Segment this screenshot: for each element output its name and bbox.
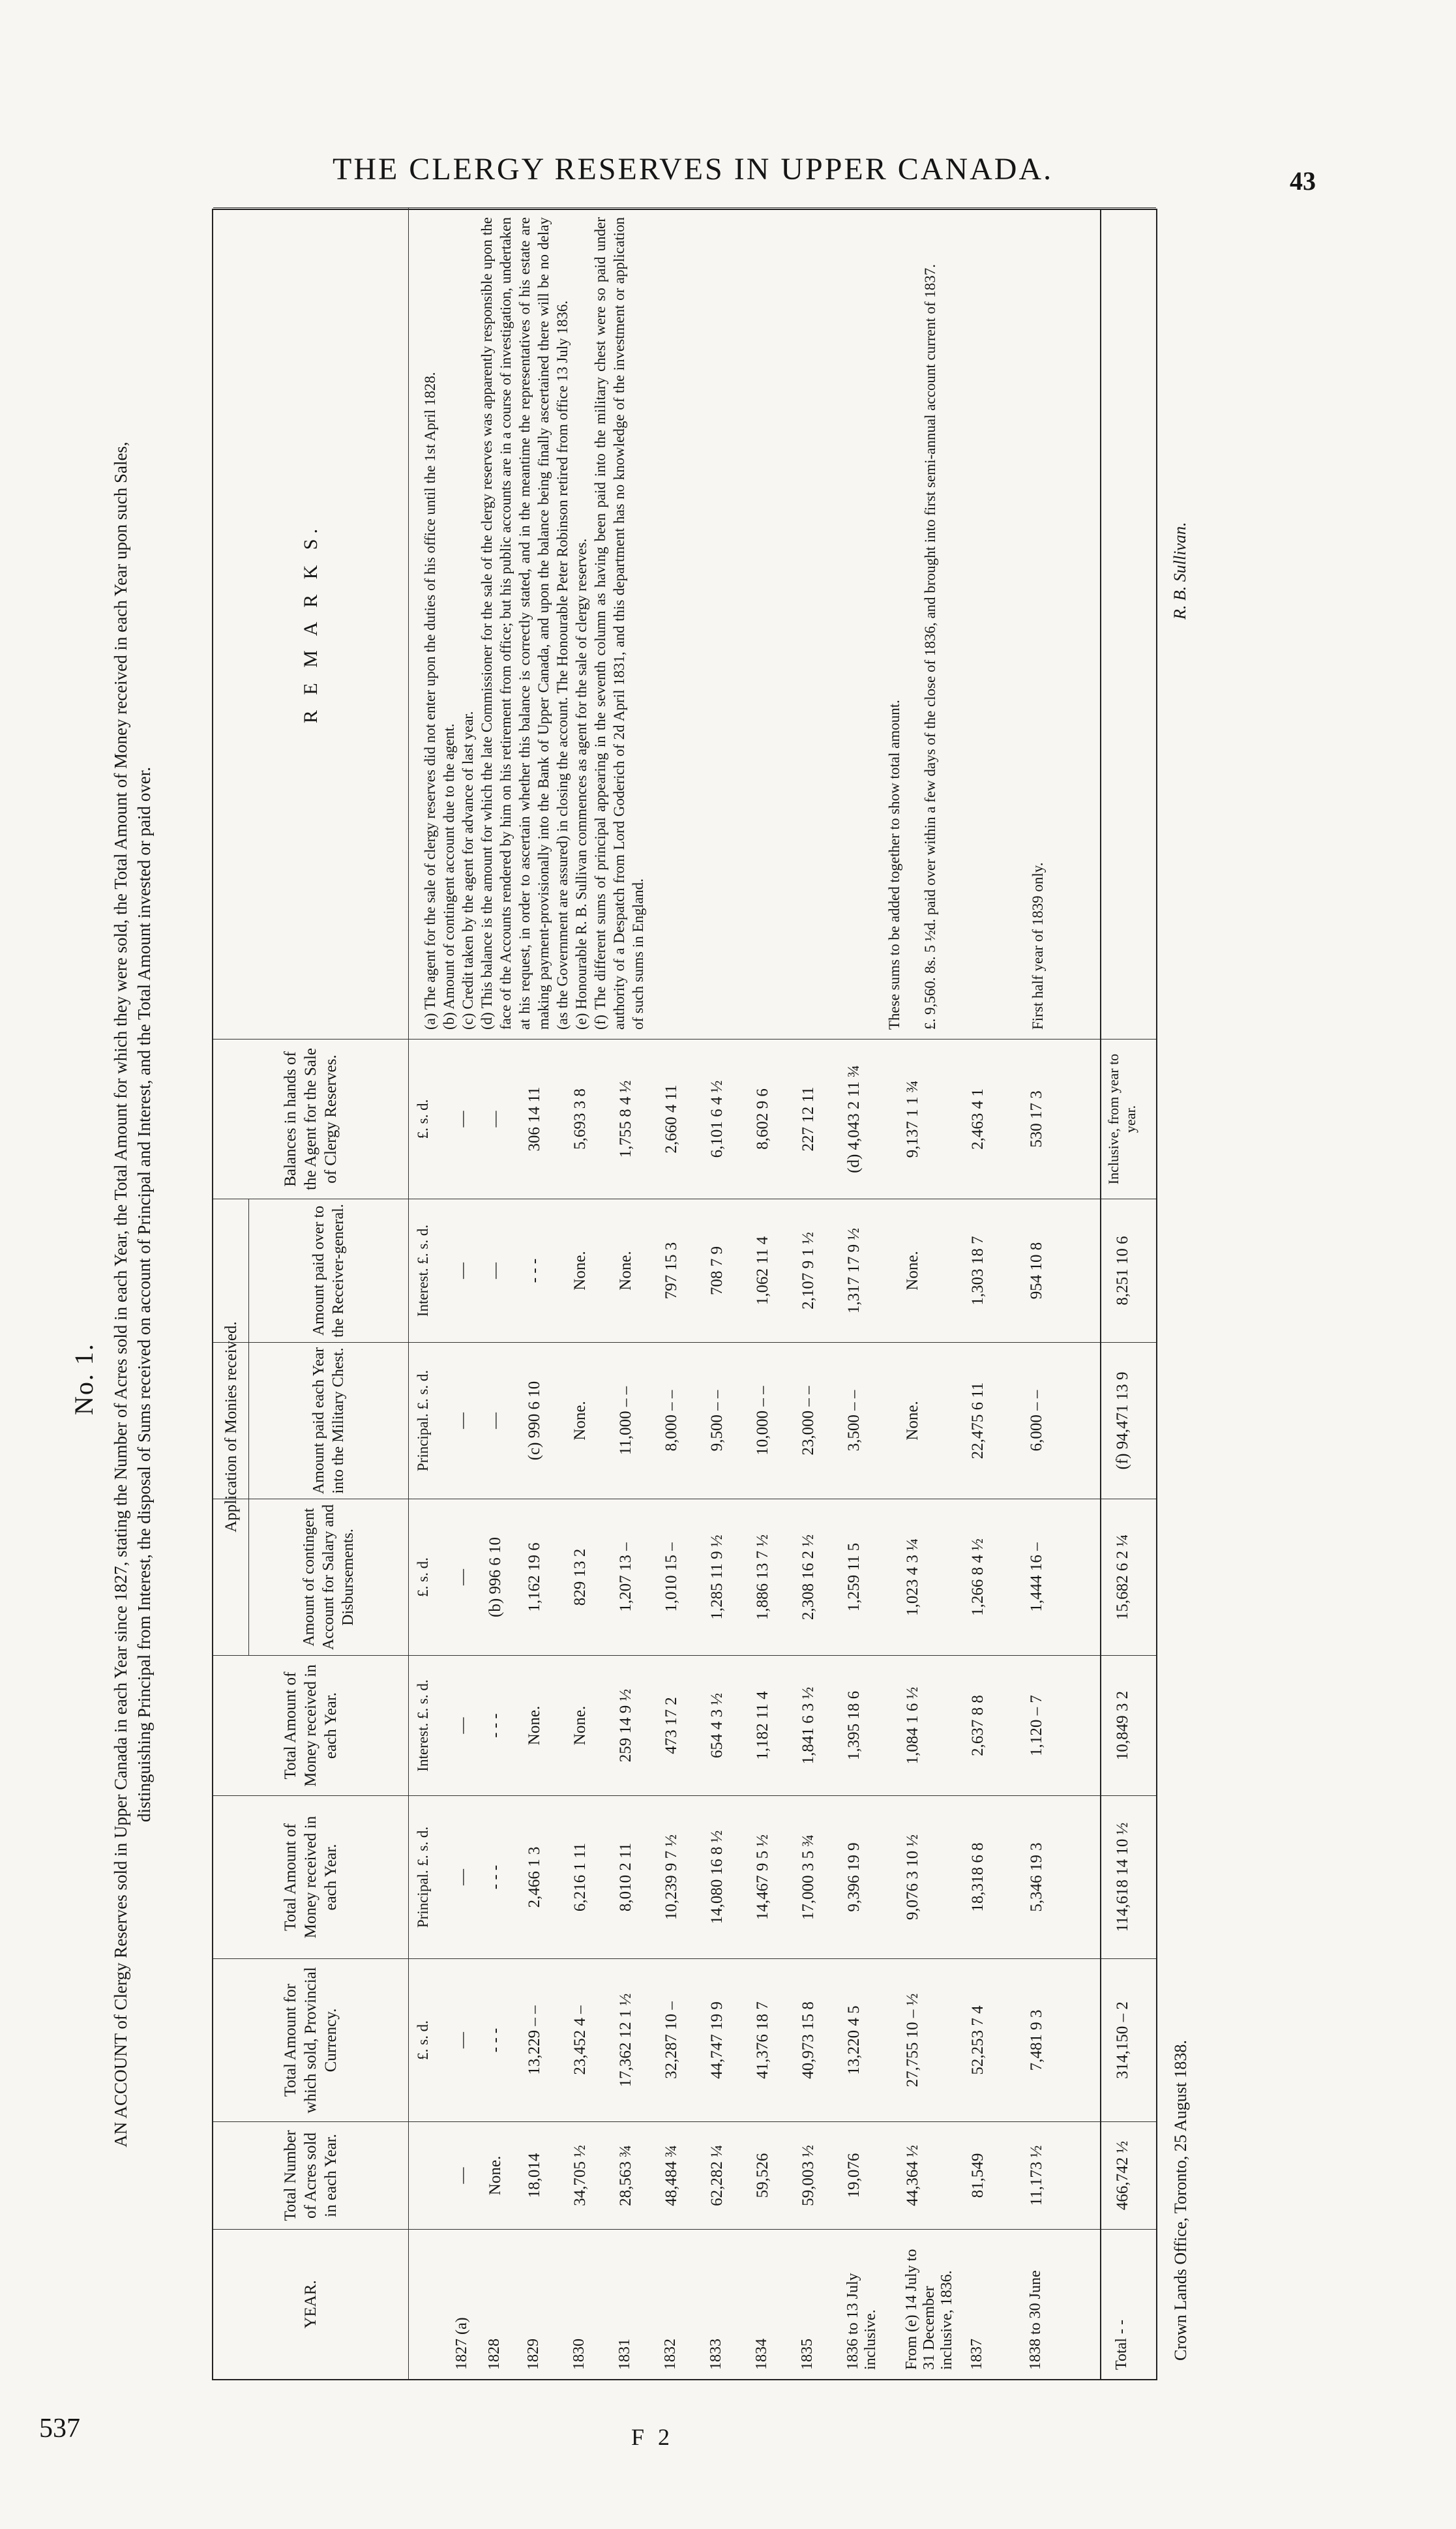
cell-principal: - - - — [486, 1864, 504, 1890]
column-header-interest: Total Amount of Money received in each Year. — [213, 1656, 409, 1795]
cell-year: 1830 — [571, 2339, 587, 2370]
cell-year: 1835 — [799, 2339, 816, 2370]
cell-principal: 6,216 1 11 — [571, 1842, 589, 1912]
cell-amount-sold: 40,973 15 8 — [799, 2001, 817, 2079]
cell-receiver: - - - — [526, 1258, 543, 1283]
total-amount-sold: 314,150 – 2 — [1114, 2001, 1131, 2079]
remark-note: (d) This balance is the amount for which the late Commissioner for the sale of the clergy reserves was apparently responsible upon the face of the Accounts rendered by him on his retirement from office; but his public accounts are in a course of investigation, undertaken at his request, in order to ascertain whether this balance is correctly stated, and in the meantime the representatives of his estate are making payment-provisionally into the Bank of Upper Canada, and upon the balance being finally ascertained there will be no delay (as the Government are assured) in closing the account. The Honourable Peter Robinson retired from office 13 July 1836. — [479, 217, 571, 1030]
cell-military: None. — [571, 1401, 589, 1441]
remark-bracket-note: These sums to be added together to show total amount. — [886, 700, 902, 1030]
cell-amount-sold: 41,376 18 7 — [754, 2001, 771, 2079]
cell-military: None. — [904, 1401, 921, 1441]
cell-military: 6,000 – – — [1028, 1390, 1045, 1452]
cell-military: (c) 990 6 10 — [526, 1381, 543, 1461]
cell-acres: 28,563 ¾ — [617, 2145, 634, 2206]
cell-balance: 2,463 4 1 — [969, 1088, 987, 1150]
cell-contingent: 1,285 11 9 ½ — [708, 1534, 726, 1620]
cell-contingent: 1,207 13 – — [617, 1542, 634, 1612]
cell-principal: — — [454, 1869, 471, 1885]
cell-year: 1828 — [486, 2339, 503, 2370]
column-units-contingent: £. s. d. — [415, 1557, 431, 1597]
cell-contingent: 1,023 4 3 ¼ — [904, 1538, 921, 1616]
cell-acres: 19,076 — [845, 2153, 863, 2198]
remark-note: (b) Amount of contingent account due to the agent. — [441, 723, 457, 1030]
cell-principal: 10,239 9 7 ½ — [662, 1834, 680, 1921]
total-contingent: 15,682 6 2 ¼ — [1114, 1534, 1131, 1621]
cell-principal: 8,010 2 11 — [617, 1842, 634, 1912]
remark-note: (a) The agent for the sale of clergy reserves did not enter upon the duties of his office until the 1st April 1828. — [422, 372, 438, 1030]
cell-year: 1829 — [525, 2339, 542, 2370]
total-acres: 466,742 ½ — [1114, 2140, 1131, 2211]
footer-office: Crown Lands Office, Toronto, 25 August 1838. — [1171, 2040, 1190, 2361]
cell-balance: 530 17 3 — [1028, 1090, 1045, 1148]
column-balance — [213, 1039, 1156, 1199]
cell-military: — — [454, 1413, 471, 1429]
column-year — [213, 2229, 1156, 2379]
cell-receiver: — — [454, 1263, 471, 1279]
application-group-header: Application of Monies received. — [213, 1199, 249, 1655]
cell-acres: 81,549 — [969, 2153, 987, 2198]
cell-balance: 9,137 1 1 ¾ — [904, 1080, 921, 1158]
cell-contingent: 1,162 19 6 — [526, 1542, 543, 1612]
column-remarks — [213, 207, 1156, 1039]
remarks-notes — [421, 208, 647, 1039]
account-table — [212, 209, 1157, 2380]
cell-amount-sold: 44,747 19 9 — [708, 2001, 726, 2079]
cell-receiver: None. — [617, 1251, 634, 1291]
cell-contingent: — — [454, 1569, 471, 1585]
cell-contingent: 1,444 16 – — [1028, 1542, 1045, 1612]
footer-signature: R. B. Sullivan. — [1170, 522, 1189, 620]
cell-year: From (e) 14 July to 31 December inclusive, 1836. — [903, 2249, 955, 2370]
column-units-receiver: Interest. £. s. d. — [415, 1224, 431, 1317]
running-header — [0, 151, 1456, 197]
cell-interest: 2,637 8 8 — [969, 1695, 987, 1756]
cell-balance: 5,693 3 8 — [571, 1088, 589, 1150]
cell-amount-sold: - - - — [486, 2028, 504, 2053]
cell-interest: None. — [571, 1705, 589, 1746]
column-units-interest: Interest. £. s. d. — [415, 1679, 431, 1772]
page-number: 43 — [1290, 166, 1316, 196]
cell-receiver: None. — [904, 1251, 921, 1291]
cell-interest: 1,395 18 6 — [845, 1690, 863, 1761]
remark-note: (f) The different sums of principal appearing in the seventh column as having been paid into the military chest were so paid under authority of a Despatch from Lord Goderich of 2d April 1831, and this department has no knowledge of the investment or application of such sums in England. — [592, 217, 646, 1030]
cell-military: — — [486, 1413, 504, 1429]
column-units-principal: Principal. £. s. d. — [415, 1826, 431, 1928]
cell-amount-sold: 32,287 10 – — [662, 2001, 680, 2079]
cell-acres: 11,173 ½ — [1028, 2145, 1045, 2206]
cell-military: 22,475 6 11 — [969, 1382, 987, 1459]
cell-contingent: 1,010 15 – — [662, 1542, 680, 1612]
cell-contingent: 1,266 8 4 ½ — [969, 1538, 987, 1616]
cell-amount-sold: 52,253 7 4 — [969, 2005, 987, 2075]
cell-principal: 14,080 16 8 ½ — [708, 1830, 726, 1924]
cell-interest: - - - — [486, 1713, 504, 1738]
column-receiver — [213, 1199, 1156, 1342]
cell-interest: 654 4 3 ½ — [708, 1693, 726, 1758]
cell-contingent: 829 13 2 — [571, 1548, 589, 1606]
column-principal — [213, 1795, 1156, 1958]
cell-military: 3,500 – – — [845, 1390, 863, 1452]
cell-receiver: 2,107 9 1 ½ — [799, 1232, 817, 1309]
cell-balance: — — [454, 1111, 471, 1128]
cell-acres: 59,003 ½ — [799, 2145, 817, 2206]
cell-acres: 48,484 ¾ — [662, 2145, 680, 2206]
cell-contingent: 2,308 16 2 ½ — [799, 1534, 817, 1621]
cell-interest: — — [454, 1717, 471, 1734]
cell-interest: 1,841 6 3 ½ — [799, 1686, 817, 1765]
cell-receiver: 1,303 18 7 — [969, 1236, 987, 1306]
cell-balance: 1,755 8 4 ½ — [617, 1080, 634, 1158]
cell-year: 1836 to 13 July inclusive. — [844, 2273, 879, 2370]
cell-receiver: 1,062 11 4 — [754, 1236, 771, 1306]
cell-interest: 1,120 – 7 — [1028, 1695, 1045, 1756]
cell-year: 1837 — [968, 2339, 985, 2370]
cell-acres: 44,364 ½ — [904, 2145, 921, 2206]
column-interest — [213, 1655, 1156, 1795]
signature-mark: F 2 — [631, 2424, 674, 2450]
total-receiver: 8,251 10 6 — [1114, 1236, 1131, 1306]
rotated-account-table — [68, 209, 1346, 2380]
cell-amount-sold: 7,481 9 3 — [1028, 2009, 1045, 2071]
column-header-principal: Total Amount of Money received in each Year. — [213, 1796, 409, 1958]
cell-military: 10,000 – – — [754, 1386, 771, 1456]
cell-principal: 17,000 3 5 ¾ — [799, 1834, 817, 1921]
cell-year: 1827 (a) — [453, 2317, 470, 2370]
cell-year: 1831 — [616, 2339, 633, 2370]
remark-note-1836: £. 9,560. 8s. 5 ½d. paid over within a few days of the close of 1836, and brought into first semi-annual account current of 1837. — [922, 263, 938, 1030]
total-row-rule — [1100, 210, 1159, 2379]
cell-contingent: 1,886 13 7 ½ — [754, 1534, 771, 1621]
cell-contingent: (b) 996 6 10 — [486, 1537, 504, 1617]
cell-year: 1834 — [753, 2339, 770, 2370]
cell-acres: — — [454, 2167, 471, 2184]
cell-principal: 2,466 1 3 — [526, 1846, 543, 1908]
cell-balance: (d) 4,043 2 11 ¾ — [845, 1065, 863, 1173]
cell-balance: 227 12 11 — [799, 1086, 817, 1152]
column-units-military: Principal. £. s. d. — [415, 1369, 431, 1472]
cell-year: 1838 to 30 June — [1027, 2270, 1044, 2370]
column-contingent — [213, 1499, 1156, 1655]
document-number: No. 1. — [69, 1343, 98, 1415]
cell-acres: 62,282 ¼ — [708, 2145, 726, 2206]
cell-balance: — — [486, 1111, 504, 1128]
cell-balance: 6,101 6 4 ½ — [708, 1080, 726, 1158]
cell-contingent: 1,259 11 5 — [845, 1542, 863, 1612]
cell-amount-sold: 17,362 12 1 ½ — [617, 1993, 634, 2088]
cell-military: 9,500 – – — [708, 1390, 726, 1452]
cell-balance: 2,660 4 11 — [662, 1085, 680, 1154]
cell-interest: 1,084 1 6 ½ — [904, 1686, 921, 1765]
total-principal: 114,618 14 10 ½ — [1114, 1822, 1131, 1932]
sheet-number: 537 — [39, 2414, 80, 2444]
cell-principal: 18,318 6 8 — [969, 1842, 987, 1912]
column-header-balance: Balances in hands of the Agent for the Sale of Clergy Reserves. — [213, 1040, 409, 1199]
cell-amount-sold: 23,452 4 – — [571, 2005, 589, 2075]
remark-note-1838: First half year of 1839 only. — [1030, 862, 1046, 1030]
total-year: Total - - — [1113, 2320, 1130, 2370]
cell-military: 8,000 – – — [662, 1390, 680, 1452]
cell-acres: 34,705 ½ — [571, 2145, 589, 2206]
cell-interest: 259 14 9 ½ — [617, 1688, 634, 1763]
cell-acres: 59,526 — [754, 2153, 771, 2198]
cell-principal: 14,467 9 5 ½ — [754, 1834, 771, 1921]
cell-amount-sold: 27,755 10 – ½ — [904, 1993, 921, 2088]
column-header-contingent: Amount of contingent Account for Salary and Disbursements. — [249, 1499, 409, 1655]
page-title: THE CLERGY RESERVES IN UPPER CANADA. — [333, 152, 1054, 187]
column-header-military: Amount paid each Year into the Military Chest. — [249, 1343, 409, 1499]
column-header-remarks: R E M A R K S. — [213, 208, 409, 1039]
cell-receiver: — — [486, 1263, 504, 1279]
cell-balance: 306 14 11 — [526, 1086, 543, 1152]
caption-line-2: distinguishing Principal from Interest, the disposal of Sums received on account of Principal and Interest, and the Total Amount invested or paid over. — [134, 766, 154, 1823]
document-caption — [109, 209, 156, 2380]
column-amount-sold — [213, 1958, 1156, 2121]
column-header-receiver: Amount paid over to the Receiver-general. — [249, 1199, 409, 1342]
cell-amount-sold: 13,229 – – — [526, 2005, 543, 2075]
cell-receiver: 954 10 8 — [1028, 1242, 1045, 1300]
total-interest: 10,849 3 2 — [1114, 1690, 1131, 1761]
cell-military: 23,000 – – — [799, 1386, 817, 1456]
cell-military: 11,000 – – — [617, 1386, 634, 1456]
cell-receiver: 797 15 3 — [662, 1242, 680, 1300]
cell-receiver: None. — [571, 1251, 589, 1291]
cell-interest: 473 17 2 — [662, 1697, 680, 1754]
column-header-year: YEAR. — [213, 2230, 409, 2379]
column-acres — [213, 2121, 1156, 2229]
column-header-acres: Total Number of Acres sold in each Year. — [213, 2122, 409, 2229]
cell-principal: 9,076 3 10 ½ — [904, 1834, 921, 1921]
cell-year: 1833 — [707, 2339, 724, 2370]
column-military — [213, 1342, 1156, 1499]
remark-note: (c) Credit taken by the agent for advance of last year. — [460, 711, 476, 1030]
cell-principal: 5,346 19 3 — [1028, 1842, 1045, 1912]
cell-acres: None. — [486, 2155, 504, 2196]
cell-amount-sold: — — [454, 2032, 471, 2048]
cell-interest: None. — [526, 1705, 543, 1746]
cell-balance: 8,602 9 6 — [754, 1088, 771, 1150]
column-header-amount-sold: Total Amount for which sold, Provincial Currency. — [213, 1959, 409, 2121]
total-military: (f) 94,471 13 9 — [1114, 1371, 1131, 1470]
cell-amount-sold: 13,220 4 5 — [845, 2005, 863, 2075]
total-balance: Inclusive, from year to year. — [1105, 1053, 1138, 1185]
column-units-balance: £. s. d. — [415, 1099, 431, 1139]
cell-year: 1832 — [662, 2339, 679, 2370]
cell-receiver: 1,317 17 9 ½ — [845, 1227, 863, 1314]
cell-interest: 1,182 11 4 — [754, 1691, 771, 1760]
remark-note: (e) Honourable R. B. Sullivan commences as agent for the sale of clergy reserves. — [573, 538, 589, 1030]
cell-acres: 18,014 — [526, 2153, 543, 2198]
column-units-amount-sold: £. s. d. — [415, 2020, 431, 2060]
cell-principal: 9,396 19 9 — [845, 1842, 863, 1912]
cell-receiver: 708 7 9 — [708, 1246, 726, 1295]
caption-line-1: AN ACCOUNT of Clergy Reserves sold in Upper Canada in each Year since 1827, stating the Number of Acres sold in each Year, the Total Amount for which they were sold, the Total Amount of Money received in each Year upon such Sales, — [111, 441, 130, 2147]
